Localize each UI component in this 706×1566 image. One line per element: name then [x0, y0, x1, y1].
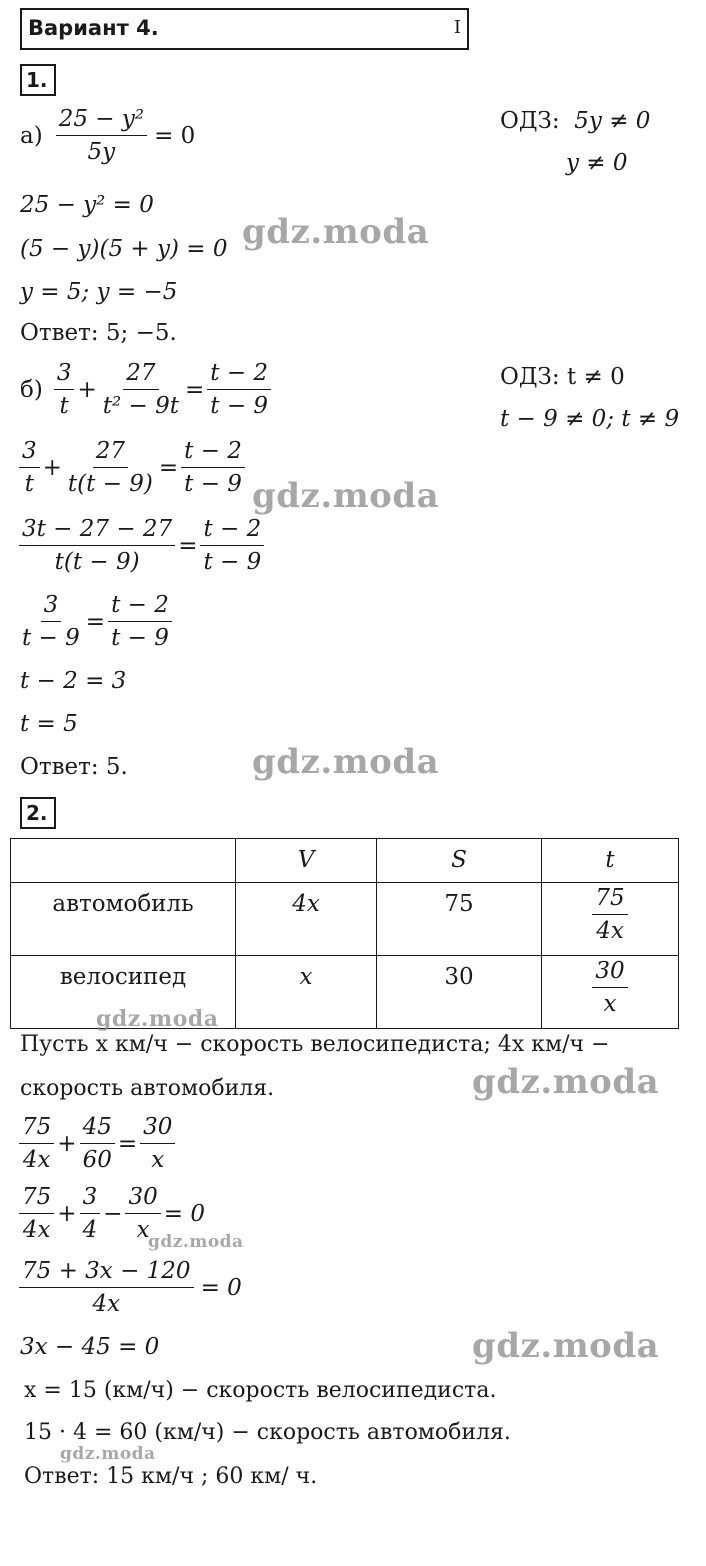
row-s: 75 — [377, 883, 542, 956]
task2-eq2: $\frac{75}{4x}$ + $\frac{3}{4}$ − $\frac{30}{x}$ = 0 — [16, 1184, 205, 1243]
task1b-equation: б) $\frac{3}{t}$ + $\frac{27}{\text{t² − 9t}}$ = $\frac{t - 2}{t - 9}$ — [20, 360, 274, 419]
task1b-line5: t − 2 = 3 — [20, 668, 127, 694]
row-v: 4x — [236, 883, 377, 956]
task1a-equation: а) $\frac{\text{25 − y²}}{5y}$ = 0 — [20, 106, 196, 165]
variant-title: Вариант 4. — [28, 16, 159, 40]
task2-line6: 15 · 4 = 60 (км/ч) − скорость автомобиля. — [24, 1420, 511, 1445]
task1a-line2: (5 − y)(5 + y) = 0 — [20, 236, 228, 262]
task1a-odz: ОДЗ: 5y ≠ 0 — [500, 108, 651, 134]
table-header-s: S — [377, 839, 542, 883]
table-header-v: V — [236, 839, 377, 883]
task1a-odz2: y ≠ 0 — [566, 150, 628, 176]
header-box — [20, 8, 469, 50]
task2-text2: скорость автомобиля. — [20, 1076, 275, 1101]
row-s: 30 — [377, 956, 542, 1029]
watermark: gdz.moda — [96, 1006, 219, 1032]
task1b-line6: t = 5 — [20, 711, 78, 737]
task1-number: 1. — [20, 64, 56, 96]
row-name: автомобиль — [11, 883, 236, 956]
row-t: $\frac{30}{x}$ — [542, 956, 679, 1029]
task1b-odz2: t − 9 ≠ 0; t ≠ 9 — [500, 406, 680, 432]
watermark: gdz.moda — [242, 212, 430, 252]
motion-table — [10, 838, 679, 1029]
watermark: gdz.moda — [252, 476, 440, 516]
table-header-cell — [11, 839, 236, 883]
row-t: $\frac{75}{4x}$ — [542, 883, 679, 956]
task2-line4: 3x − 45 = 0 — [20, 1334, 160, 1360]
watermark: gdz.moda — [472, 1326, 660, 1366]
task2-eq3: $\frac{75 + 3x - 120}{4x}$ = 0 — [16, 1258, 242, 1317]
task1b-eq3: $\frac{3t - 27 - 27}{t(t - 9)}$ = $\frac{t - 2}{t - 9}$ — [16, 516, 267, 575]
watermark: gdz.moda — [60, 1444, 156, 1464]
watermark: gdz.moda — [472, 1062, 660, 1102]
table-header-t: t — [542, 839, 679, 883]
row-v: x — [236, 956, 377, 1029]
task2-text1: Пусть x км/ч − скорость велосипедиста; 4x км/ч − — [20, 1032, 610, 1057]
task2-answer: Ответ: 15 км/ч ; 60 км/ ч. — [24, 1464, 318, 1489]
task2-line5: x = 15 (км/ч) − скорость велосипедиста. — [24, 1378, 497, 1403]
stray-mark: I — [453, 17, 461, 38]
watermark: gdz.moda — [148, 1232, 244, 1252]
task1a-line3: y = 5; y = −5 — [20, 279, 178, 305]
watermark: gdz.moda — [252, 742, 440, 782]
task1b-eq4: $\frac{3}{t - 9}$ = $\frac{t - 2}{t - 9}$ — [16, 592, 175, 651]
row-name: велосипед — [11, 956, 236, 1029]
task1a-answer: Ответ: 5; −5. — [20, 320, 177, 346]
task2-eq1: $\frac{75}{4x}$ + $\frac{45}{60}$ = $\frac{30}{x}$ — [16, 1114, 178, 1173]
task2-number: 2. — [20, 797, 56, 829]
task1b-eq2: $\frac{3}{t}$ + $\frac{27}{t(t - 9)}$ = $\frac{t - 2}{t - 9}$ — [16, 438, 248, 497]
task1b-odz1: ОДЗ: t ≠ 0 — [500, 364, 625, 390]
task1a-line1: 25 − y² = 0 — [20, 192, 154, 218]
task1b-answer: Ответ: 5. — [20, 754, 128, 780]
table-row — [11, 883, 679, 956]
